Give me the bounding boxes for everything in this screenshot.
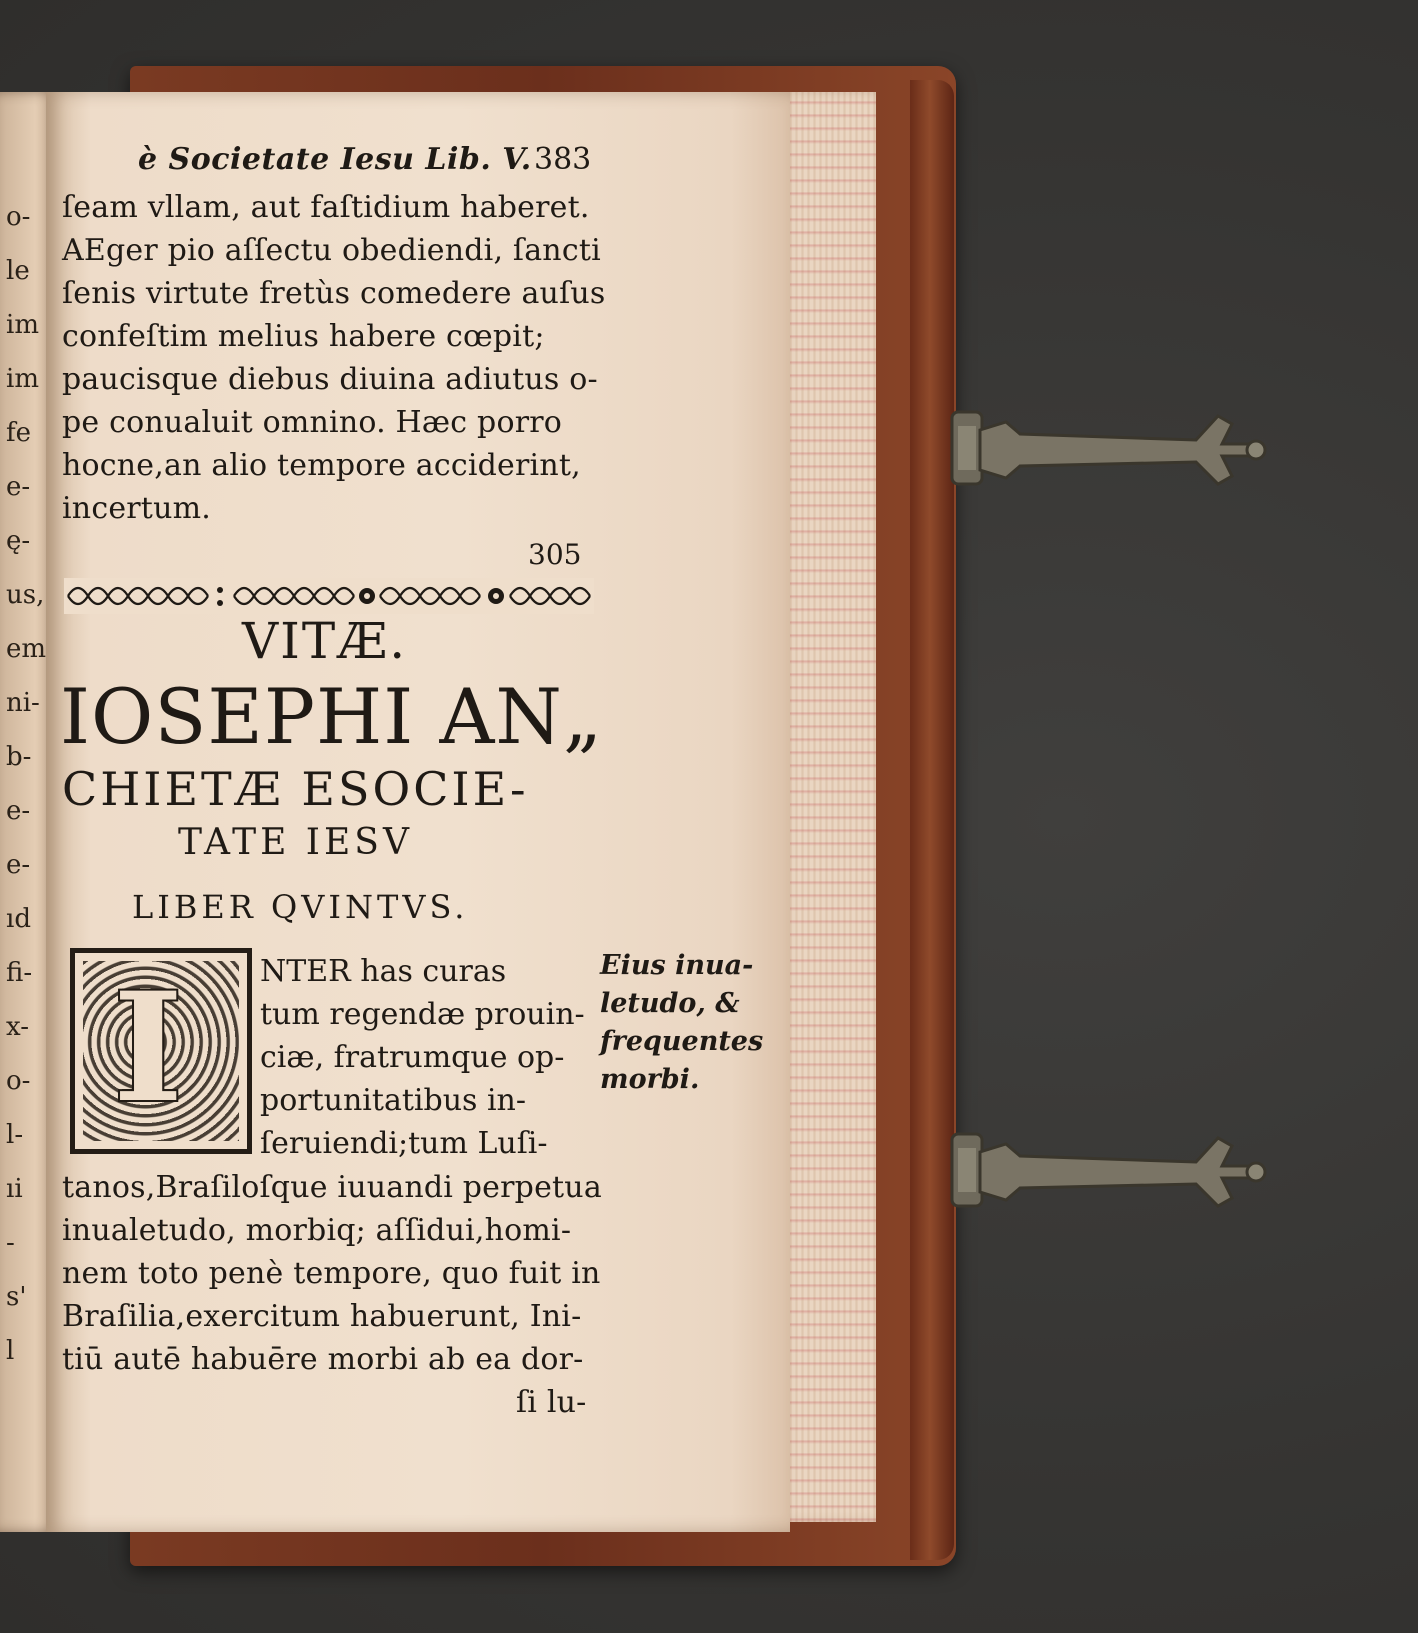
facing-page-fragment: ni-	[6, 688, 40, 718]
running-head: è Societate Iesu Lib. V.	[138, 142, 532, 177]
facing-page-fragment: em	[6, 634, 47, 664]
facing-page-fragment: l-	[6, 1120, 24, 1150]
marginal-note: letudo, &	[600, 988, 740, 1019]
marginal-note: frequentes	[600, 1026, 764, 1057]
marginal-note: morbi.	[600, 1064, 700, 1095]
facing-page-fragment: us,	[6, 580, 45, 610]
title-name: IOSEPHI AN„	[60, 672, 604, 761]
body-line: inualetudo, morbiq; aſſidui,homi-	[62, 1213, 572, 1248]
body-line: paucisque diebus diuina adiutus o-	[62, 362, 598, 397]
body-line: tiū autē habuēre morbi ab ea dor-	[62, 1342, 584, 1377]
body-line: AEger pio aſſectu obediendi, ſancti	[62, 233, 601, 268]
metal-clasp-upper	[946, 400, 1316, 478]
title-surname: CHIETÆ ESOCIE-	[62, 762, 529, 816]
body-line: hocne,an alio tempore acciderint,	[62, 448, 581, 483]
book-heading: LIBER QVINTVS.	[132, 888, 469, 926]
book-page	[46, 92, 790, 1532]
facing-page-fragment: im	[6, 310, 39, 340]
body-line: ciæ, fratrumque op-	[260, 1040, 565, 1075]
marginal-note: Eius inua-	[600, 950, 754, 981]
facing-page-fragment: e-	[6, 850, 31, 880]
title-vitae: VITÆ.	[242, 612, 408, 670]
facing-page-fragment: -	[6, 1228, 15, 1258]
section-number: 305	[528, 538, 582, 571]
facing-page-fragment: l	[6, 1336, 15, 1366]
ornament-band	[64, 576, 594, 616]
metal-clasp-lower	[946, 1122, 1316, 1200]
facing-page-fragment: b-	[6, 742, 32, 772]
body-line: tanos,Braſiloſque iuuandi perpetua	[62, 1170, 602, 1205]
body-line: nem toto penè tempore, quo fuit in	[62, 1256, 601, 1291]
body-line: incertum.	[62, 491, 211, 526]
cover-spine-edge	[910, 80, 954, 1560]
body-line: confeſtim melius habere cœpit;	[62, 319, 545, 354]
facing-page-fragment: s'	[6, 1282, 27, 1312]
body-line: pe conualuit omnino. Hæc porro	[62, 405, 563, 440]
body-line: Braſilia,exercitum habuerunt, Ini-	[62, 1299, 582, 1334]
body-line: portunitatibus in-	[260, 1083, 527, 1118]
facing-page-fragment: ıd	[6, 904, 31, 934]
initial-letter: I	[113, 960, 184, 1136]
facing-page-fragment: e-	[6, 472, 31, 502]
decorated-initial	[70, 948, 252, 1154]
facing-page-fragment: o-	[6, 1066, 31, 1096]
body-line: tum regendæ prouin-	[260, 997, 585, 1032]
body-line: ſenis virtute fretùs comedere auſus	[62, 276, 606, 311]
facing-page-fragment: ę-	[6, 526, 31, 556]
facing-page-fragment: fi-	[6, 958, 33, 988]
page-fore-edge	[780, 92, 876, 1522]
body-line: ſeam vllam, aut faſtidium haberet.	[62, 190, 590, 225]
catchword: ſi lu-	[516, 1385, 587, 1420]
facing-page-fragment: fe	[6, 418, 32, 448]
body-line: NTER has curas	[260, 954, 507, 989]
body-line: ſeruiendi;tum Luſi-	[260, 1126, 548, 1161]
facing-page-fragment: e-	[6, 796, 31, 826]
facing-page-fragment: ıi	[6, 1174, 23, 1204]
facing-page-fragment: im	[6, 364, 39, 394]
facing-page-fragment: le	[6, 256, 30, 286]
page-number: 383	[534, 142, 592, 177]
facing-page-fragment: o-	[6, 202, 31, 232]
facing-page-fragment: x-	[6, 1012, 29, 1042]
title-society: TATE IESV	[178, 822, 413, 863]
